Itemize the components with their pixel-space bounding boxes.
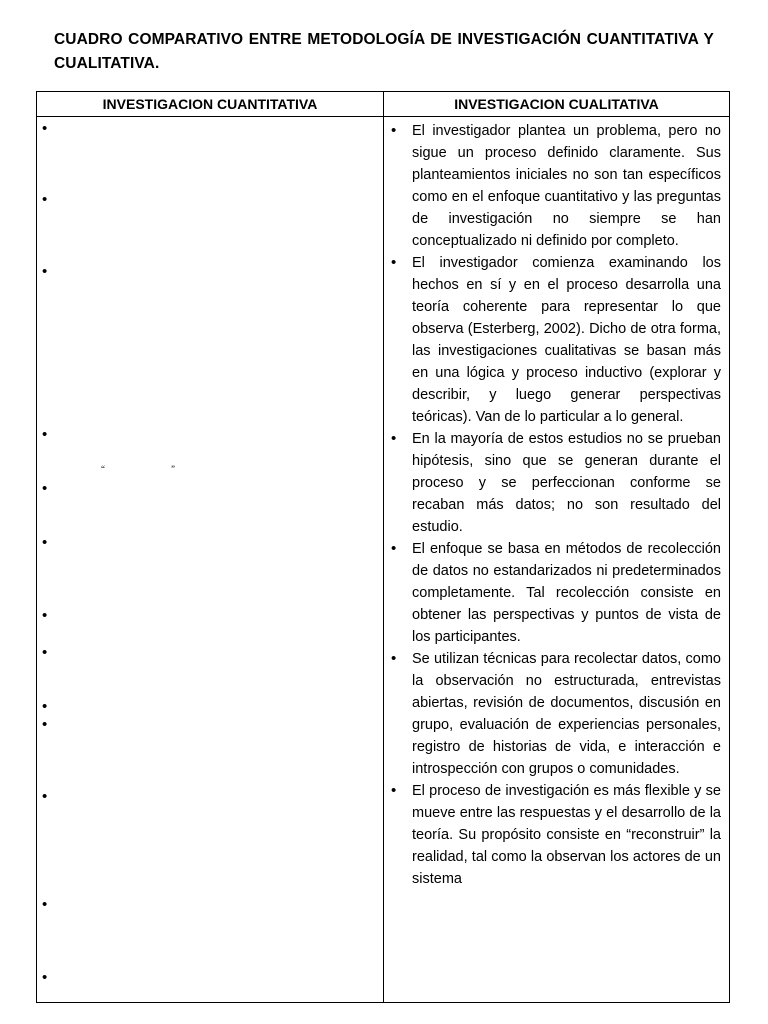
empty-quotes — [101, 464, 181, 474]
document-title — [54, 28, 714, 76]
list-item — [384, 120, 729, 252]
table-header-row — [37, 92, 729, 117]
quantitative-column — [37, 117, 383, 1002]
list-item-text: En la mayoría de estos estudios no se prueban hipótesis, sino que se generan durante el proceso y se perfeccionan conforme se recaban más datos; no son resultado del estudio. — [412, 431, 721, 535]
list-item — [384, 428, 729, 538]
qualitative-column — [384, 117, 729, 1002]
document-title-line-2: CUALITATIVA. — [54, 55, 160, 72]
empty-bullet: • — [42, 969, 48, 986]
empty-bullet: • — [42, 698, 48, 715]
bullet: • — [391, 254, 397, 271]
empty-bullet: • — [42, 263, 48, 280]
list-item — [384, 252, 729, 428]
empty-bullet: • — [42, 644, 48, 661]
empty-bullet: • — [42, 191, 48, 208]
empty-bullet: • — [42, 480, 48, 497]
bullet: • — [391, 430, 397, 447]
list-item — [384, 538, 729, 648]
empty-bullet: • — [42, 120, 48, 137]
header-qualitative: INVESTIGACION CUALITATIVA — [454, 96, 659, 112]
list-item-text: Se utilizan técnicas para recolectar datos, como la observación no estructurada, entrevistas abiertas, revisión de documentos, discusión en grupo, evaluación de experiencias personales, registro de historias de vida, e interacción e introspección con grupos o comunidades. — [412, 651, 721, 777]
list-item-text: El proceso de investigación es más flexible y se mueve entre las respuestas y el desarrollo de la teoría. Su propósito consiste en “reconstruir” la realidad, tal como la observan los actores de un sistema — [412, 783, 721, 887]
list-item — [384, 780, 729, 890]
list-item-text: El investigador plantea un problema, pero no sigue un proceso definido claramente. Sus planteamientos iniciales no son tan específicos como en el enfoque cuantitativo y las preguntas de investigación no siempre se han conceptualizado ni definido por completo. — [412, 123, 721, 249]
list-item — [384, 648, 729, 780]
empty-bullet: • — [42, 716, 48, 733]
empty-bullet: • — [42, 534, 48, 551]
header-quantitative: INVESTIGACION CUANTITATIVA — [102, 96, 318, 112]
close-quote: ” — [171, 464, 175, 474]
empty-bullet: • — [42, 426, 48, 443]
list-item-text: El investigador comienza examinando los hechos en sí y en el proceso desarrolla una teoría coherente para representar lo que observa (Esterberg, 2002). Dicho de otra forma, las investigaciones cualitativas se basan más en una lógica y proceso inductivo (explorar y describir, y luego generar perspectivas teóricas). Van de lo particular a lo general. — [412, 255, 721, 425]
bullet: • — [391, 122, 397, 139]
empty-bullet: • — [42, 607, 48, 624]
bullet: • — [391, 782, 397, 799]
comparison-table — [36, 91, 730, 1003]
bullet: • — [391, 540, 397, 557]
open-quote: “ — [101, 464, 105, 474]
empty-bullet: • — [42, 896, 48, 913]
empty-bullet: • — [42, 788, 48, 805]
bullet: • — [391, 650, 397, 667]
qualitative-list — [384, 117, 729, 890]
document-title-line-1: CUADRO COMPARATIVO ENTRE METODOLOGÍA DE INVESTIGACIÓN CUANTITATIVA Y — [54, 31, 714, 48]
list-item-text: El enfoque se basa en métodos de recolección de datos no estandarizados ni predeterminados completamente. Tal recolección consiste en obtener las perspectivas y puntos de vista de los participantes. — [412, 541, 721, 645]
